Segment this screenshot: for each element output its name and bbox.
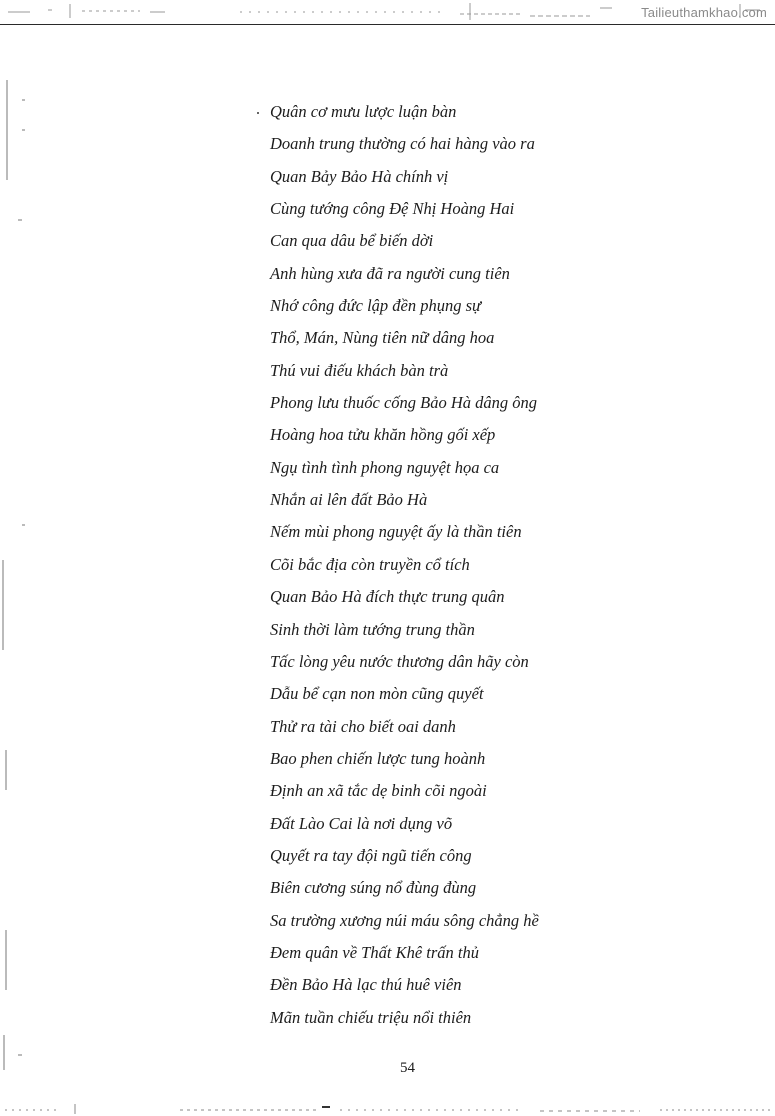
poem-line: Đem quân về Thất Khê trấn thủ (270, 942, 479, 962)
scan-footer-noise (0, 1100, 775, 1116)
scan-left-edge-noise (0, 60, 40, 1100)
watermark: Tailieuthamkhao.com (641, 5, 767, 20)
poem-line: Ngụ tình tình phong nguyệt họa ca (270, 457, 500, 477)
poem-line: Đất Lào Cai là nơi dụng võ (270, 813, 453, 833)
poem-line: Hoàng hoa tửu khăn hồng gối xếp (270, 425, 496, 445)
poem-line: Quân cơ mưu lược luận bàn (270, 102, 457, 121)
poem-line: Thú vui điếu khách bàn trà (270, 360, 449, 380)
poem-line: Tấc lòng yêu nước thương dân hãy còn (270, 651, 529, 671)
poem-line: Nhắn ai lên đất Bảo Hà (270, 490, 428, 510)
poem-line: Biên cương súng nổ đùng đùng (270, 878, 477, 898)
poem-line: Sa trường xương núi máu sông chẳng hề (270, 910, 539, 930)
poem-line: Nhớ công đức lập đền phụng sự (270, 296, 482, 316)
poem-line: Cõi bắc địa còn truyền cổ tích (270, 554, 470, 574)
poem-line: Quan Bảy Bảo Hà chính vị (270, 166, 449, 186)
poem-line: Nếm mùi phong nguyệt ấy là thần tiên (270, 522, 522, 542)
poem-line: Can qua dâu bể biến dời (270, 231, 434, 251)
poem-line: Thổ, Mán, Nùng tiên nữ dâng hoa (270, 328, 495, 348)
poem-line: Quan Bảo Hà đích thực trung quân (270, 587, 505, 607)
poem-line: Bao phen chiến lược tung hoành (270, 748, 486, 768)
poem-line: Doanh trung thường có hai hàng vào ra (270, 134, 535, 154)
top-rule (0, 24, 775, 25)
poem (270, 96, 539, 1034)
bullet-dot (257, 112, 259, 114)
poem-line: Anh hùng xưa đã ra người cung tiên (270, 263, 510, 283)
poem-line: Mãn tuần chiếu triệu nổi thiên (270, 1007, 472, 1027)
poem-line: Dẫu bể cạn non mòn cũng quyết (270, 684, 484, 704)
poem-line: Đền Bảo Hà lạc thú huê viên (270, 975, 462, 995)
poem-line: Định an xã tắc dẹ binh cõi ngoài (270, 781, 487, 801)
poem-line: Cùng tướng công Đệ Nhị Hoàng Hai (270, 199, 515, 219)
poem-line: Thử ra tài cho biết oai danh (270, 716, 456, 736)
poem-line: Phong lưu thuốc cống Bảo Hà dâng ông (270, 393, 538, 413)
page-number: 54 (400, 1060, 415, 1076)
poem-line: Sinh thời làm tướng trung thần (270, 619, 475, 639)
poem-line: Quyết ra tay đội ngũ tiến công (270, 845, 472, 865)
